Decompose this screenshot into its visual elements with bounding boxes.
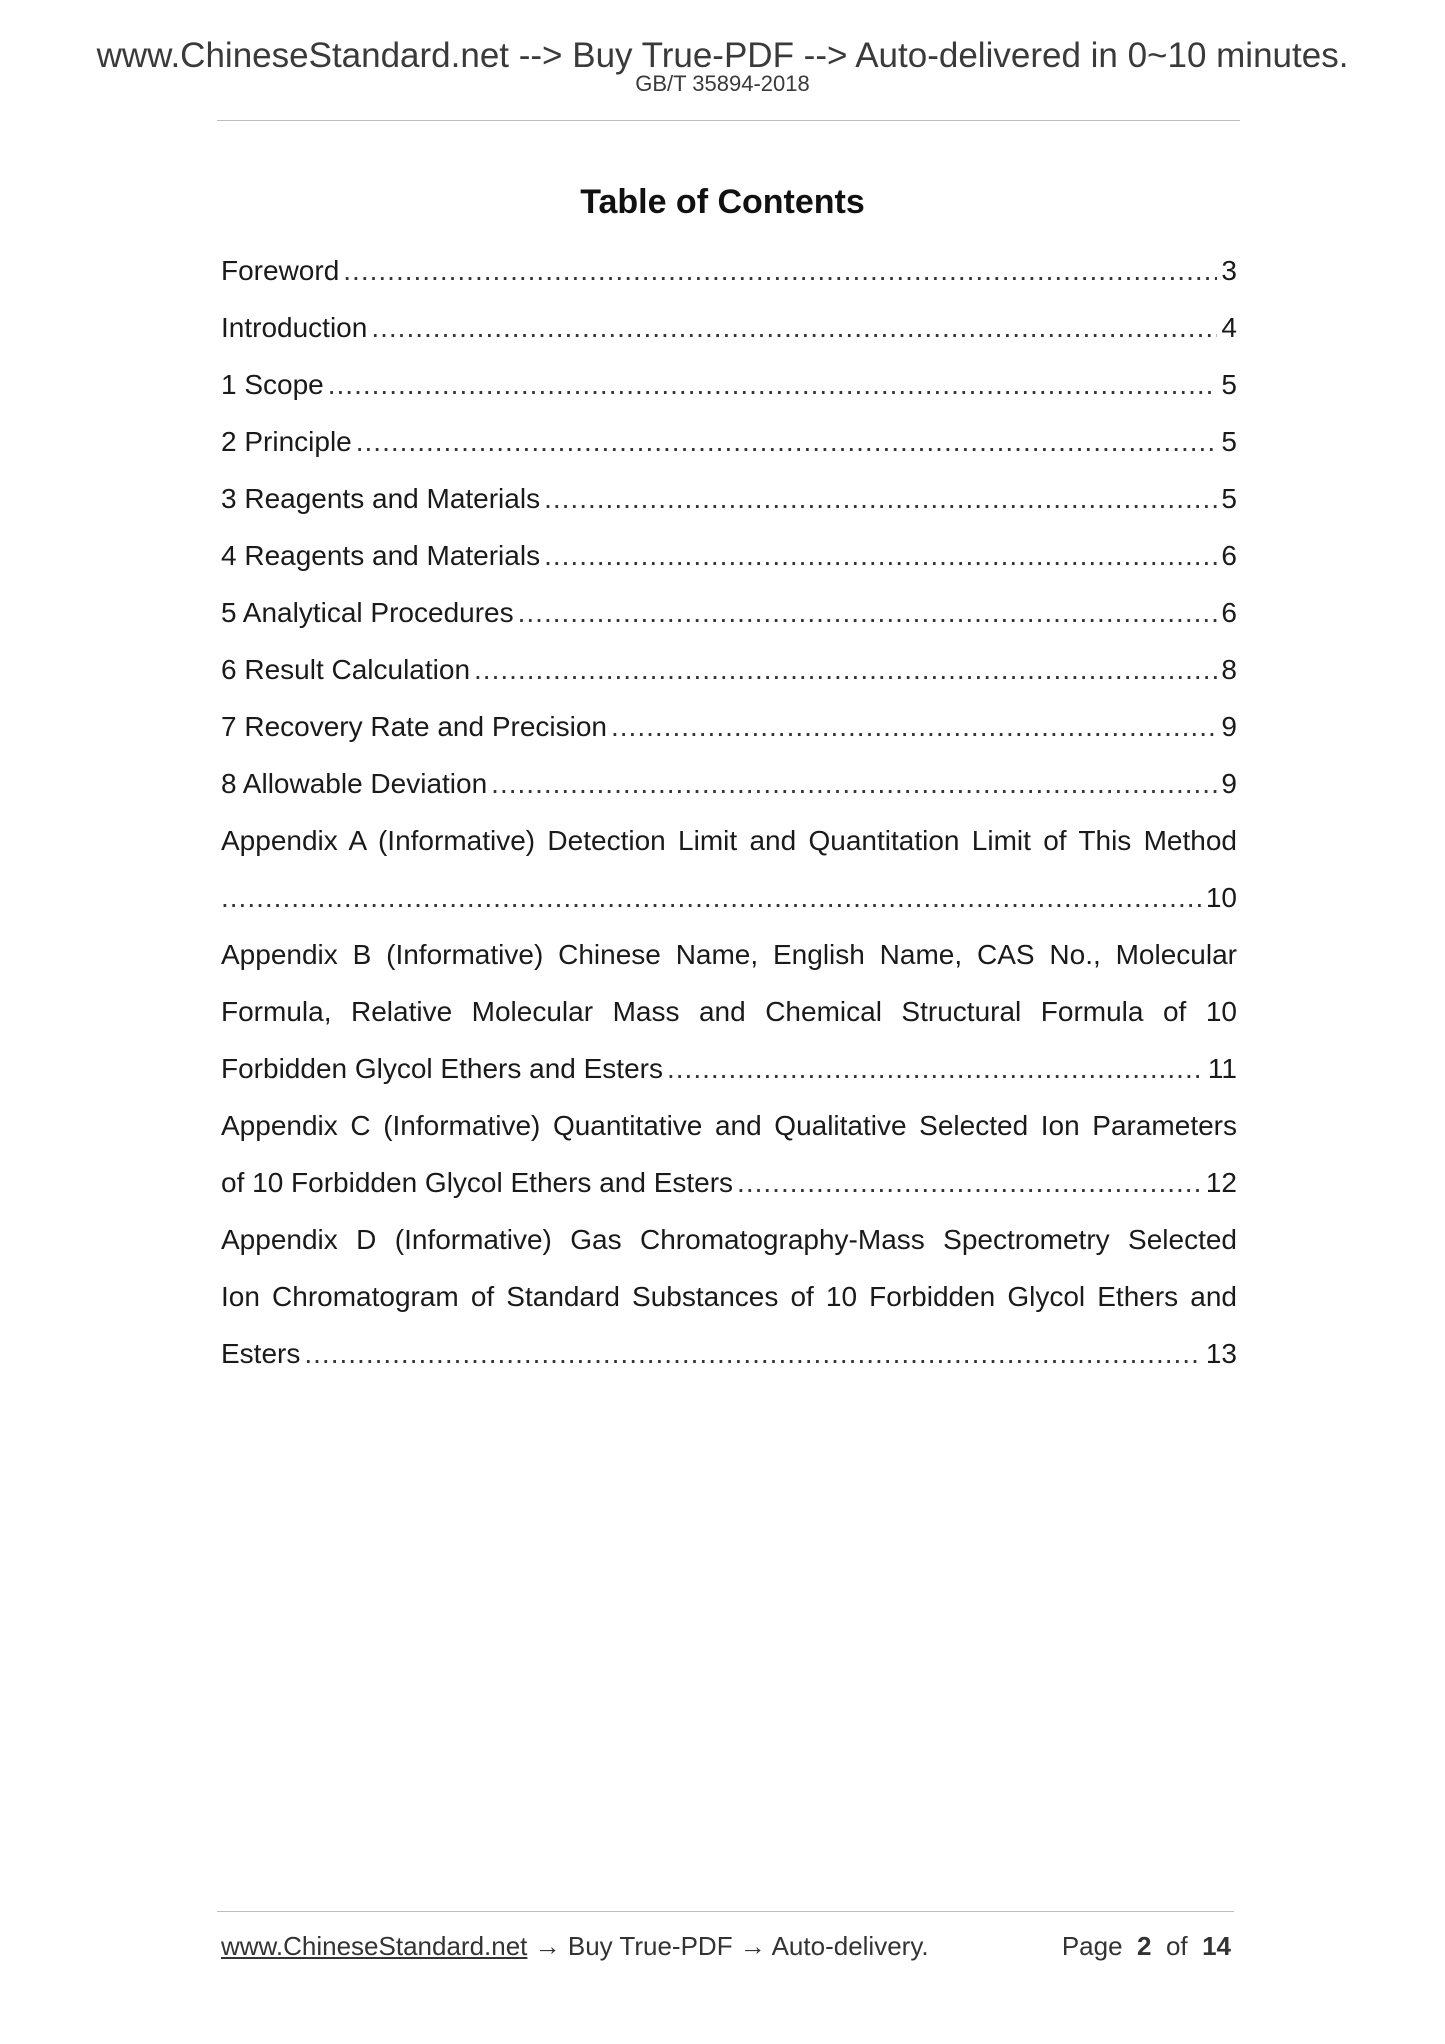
dot-leader xyxy=(304,1331,1201,1376)
dot-leader xyxy=(343,248,1217,293)
toc-entry-label: Forbidden Glycol Ethers and Esters xyxy=(221,1053,663,1084)
toc-entry-line: Appendix B (Informative) Chinese Name, English Name, CAS No., Molecular xyxy=(221,939,1237,970)
footer-divider xyxy=(217,1911,1234,1912)
toc-page-number: 11 xyxy=(1207,1053,1237,1084)
toc-page-number: 5 xyxy=(1221,369,1237,400)
current-page: 2 xyxy=(1137,1931,1152,1961)
toc-entry-label: 4 Reagents and Materials xyxy=(221,540,541,571)
toc-entry-label: 8 Allowable Deviation xyxy=(221,768,488,799)
toc-entry-label: Foreword xyxy=(221,255,340,286)
toc-entry-appendix-b[interactable] xyxy=(221,932,1237,1103)
toc-entry-appendix-c[interactable] xyxy=(221,1103,1237,1217)
table-of-contents xyxy=(221,248,1237,1388)
toc-entry-scope[interactable] xyxy=(221,362,1237,419)
dot-leader xyxy=(667,1046,1204,1091)
toc-entry-allowable-deviation[interactable] xyxy=(221,761,1237,818)
dot-leader xyxy=(328,362,1218,407)
site-banner: www.ChineseStandard.net --> Buy True-PDF --> Auto-delivered in 0~10 minutes. xyxy=(96,36,1349,75)
toc-title: Table of Contents xyxy=(580,183,865,221)
toc-page-number: 12 xyxy=(1205,1167,1237,1198)
toc-page-number: 10 xyxy=(1205,882,1237,913)
footer-buy-text: → Buy True-PDF → Auto-delivery. xyxy=(534,1931,929,1961)
toc-page-number: 6 xyxy=(1221,597,1237,628)
page-of-label: of xyxy=(1165,1931,1188,1961)
dot-leader xyxy=(544,533,1217,578)
toc-entry-last-line xyxy=(221,1160,1237,1217)
standard-code: GB/T 35894-2018 xyxy=(635,71,810,96)
toc-entry-introduction[interactable] xyxy=(221,305,1237,362)
toc-entry-reagents-3[interactable] xyxy=(221,476,1237,533)
toc-entry-label: 5 Analytical Procedures xyxy=(221,597,514,628)
dot-leader xyxy=(221,875,1202,920)
toc-page-number: 6 xyxy=(1221,540,1237,571)
toc-page-number: 5 xyxy=(1221,426,1237,457)
toc-page-number: 3 xyxy=(1221,255,1237,286)
page-indicator xyxy=(1062,1930,1231,1962)
page-label: Page xyxy=(1061,1931,1123,1961)
toc-page-number: 5 xyxy=(1221,483,1237,514)
toc-entry-reagents-4[interactable] xyxy=(221,533,1237,590)
toc-entry-principle[interactable] xyxy=(221,419,1237,476)
toc-entry-analytical-procedures[interactable] xyxy=(221,590,1237,647)
dot-leader xyxy=(518,590,1218,635)
dot-leader xyxy=(371,305,1217,350)
total-pages: 14 xyxy=(1202,1931,1231,1961)
toc-entry-result-calculation[interactable] xyxy=(221,647,1237,704)
toc-page-number: 9 xyxy=(1221,711,1237,742)
dot-leader xyxy=(737,1160,1202,1205)
toc-entry-line: Ion Chromatogram of Standard Substances of 10 Forbidden Glycol Ethers and xyxy=(221,1281,1237,1312)
toc-entry-label: Esters xyxy=(221,1338,301,1369)
toc-entry-last-line xyxy=(221,1331,1237,1388)
toc-page-number: 13 xyxy=(1205,1338,1237,1369)
toc-entry-foreword[interactable] xyxy=(221,248,1237,305)
toc-page-number: 9 xyxy=(1221,768,1237,799)
toc-entry-line: Appendix C (Informative) Quantitative and Qualitative Selected Ion Parameters xyxy=(221,1110,1237,1141)
dot-leader xyxy=(491,761,1217,806)
toc-entry-last-line xyxy=(221,875,1237,932)
toc-entry-label: 7 Recovery Rate and Precision xyxy=(221,711,607,742)
toc-entry-appendix-d[interactable] xyxy=(221,1217,1237,1388)
toc-entry-label: 2 Principle xyxy=(221,426,352,457)
toc-entry-label: Introduction xyxy=(221,312,368,343)
toc-entry-label: 6 Result Calculation xyxy=(221,654,471,685)
dot-leader xyxy=(611,704,1217,749)
dot-leader xyxy=(544,476,1217,521)
toc-page-number: 8 xyxy=(1221,654,1237,685)
toc-entry-line: Appendix A (Informative) Detection Limit and Quantitation Limit of This Method xyxy=(221,825,1237,856)
footer-promo xyxy=(221,1930,929,1962)
toc-entry-line: Appendix D (Informative) Gas Chromatography-Mass Spectrometry Selected xyxy=(221,1224,1237,1255)
toc-entry-appendix-a[interactable] xyxy=(221,818,1237,932)
dot-leader xyxy=(474,647,1217,692)
header-divider xyxy=(217,120,1240,121)
footer-site-link[interactable]: www.ChineseStandard.net xyxy=(221,1931,528,1961)
toc-entry-label: 1 Scope xyxy=(221,369,324,400)
dot-leader xyxy=(356,419,1218,464)
toc-entry-label: of 10 Forbidden Glycol Ethers and Esters xyxy=(221,1167,734,1198)
toc-entry-last-line xyxy=(221,1046,1237,1103)
toc-page-number: 4 xyxy=(1221,312,1237,343)
toc-entry-line: Formula, Relative Molecular Mass and Chemical Structural Formula of 10 xyxy=(221,996,1237,1027)
toc-entry-recovery-rate[interactable] xyxy=(221,704,1237,761)
toc-entry-label: 3 Reagents and Materials xyxy=(221,483,541,514)
